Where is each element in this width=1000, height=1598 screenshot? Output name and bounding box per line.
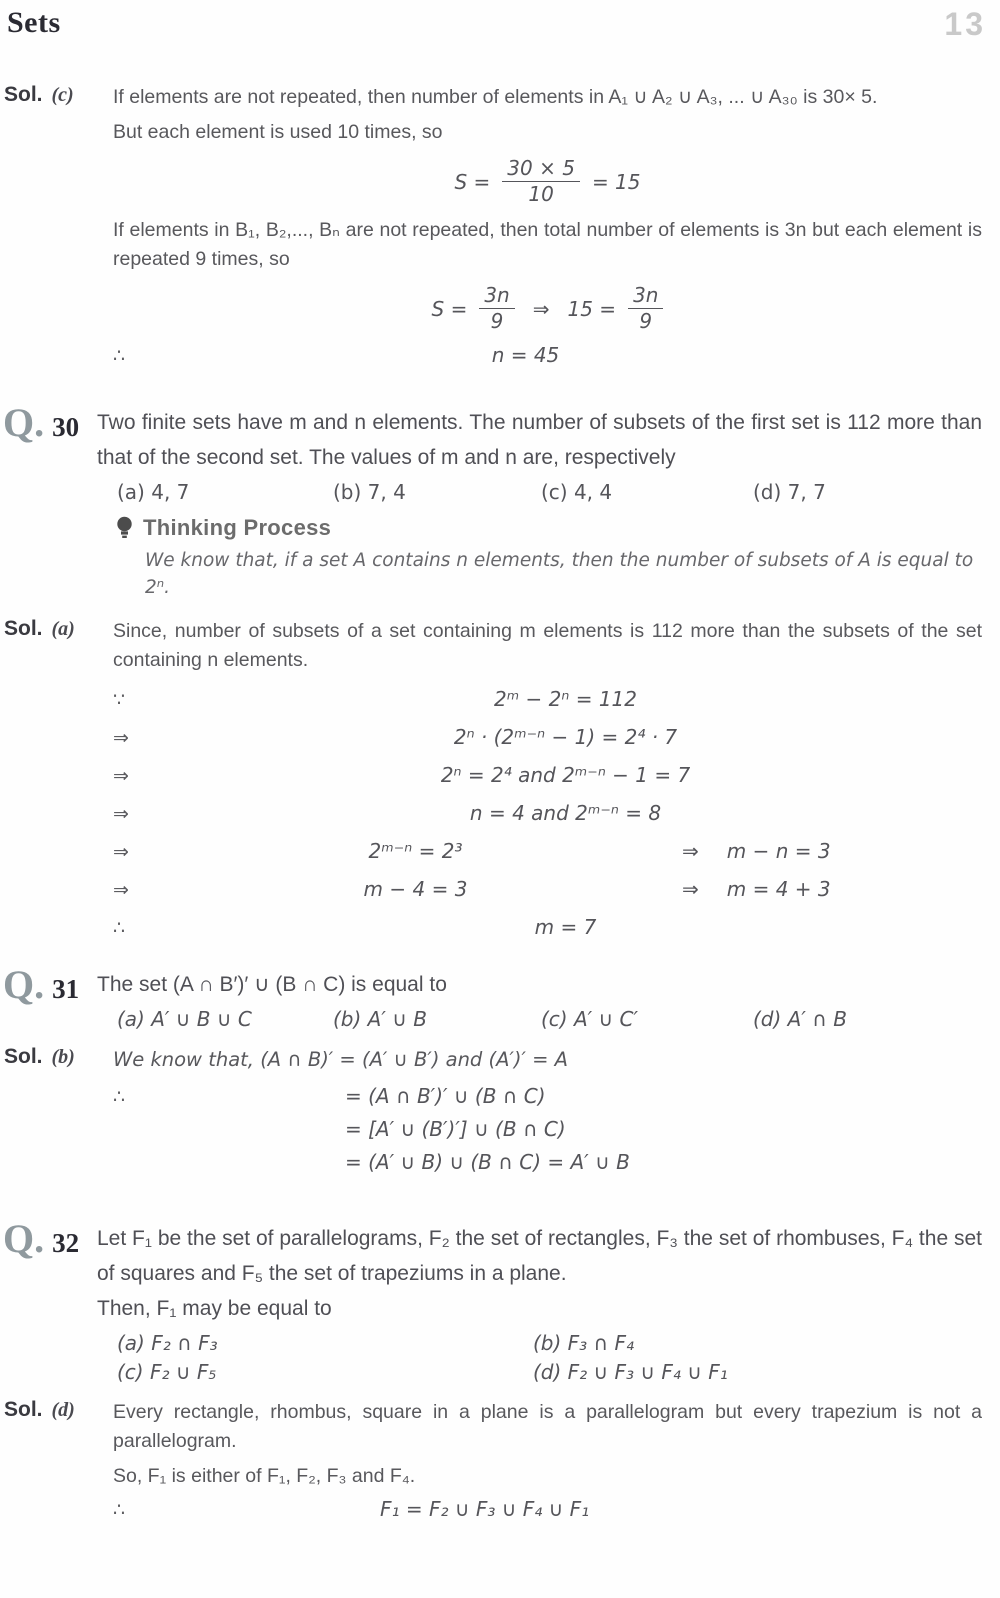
derivation-line — [113, 1150, 982, 1174]
equation-rhs: = 15 — [591, 169, 641, 194]
conclusion-equation: n = 45 — [491, 343, 560, 367]
derivation-equation: = (A′ ∪ B) ∪ (B ∩ C) = A′ ∪ B — [345, 1150, 630, 1174]
derivation-step — [113, 725, 982, 749]
solution-paragraph: Every rectangle, rhombus, square in a plane is a parallelogram but every trapezium is not a parallelogram. — [113, 1401, 982, 1452]
thinking-process-header — [117, 515, 982, 541]
therefore-symbol: ∴ — [113, 917, 126, 939]
derivation-step — [113, 915, 982, 939]
question-number: 32 — [52, 1228, 80, 1258]
question-31-head — [3, 962, 97, 1031]
page-number: 13 — [944, 6, 986, 42]
question-32-content — [97, 1221, 988, 1384]
solution-32d-content — [113, 1398, 988, 1530]
option-b: (b) 7, 4 — [333, 480, 406, 504]
fraction — [479, 283, 514, 334]
solution-paragraph: Since, number of subsets of a set containing m elements is 112 more than the subsets of the set containing n elements. — [113, 620, 982, 671]
question-31-text: The set (A ∩ B′)′ ∪ (B ∩ C) is equal to — [97, 973, 447, 996]
solution-30a-content — [113, 617, 988, 953]
option-d: (d) F₂ ∪ F₃ ∪ F₄ ∪ F₁ — [533, 1360, 728, 1384]
solution-label: Sol. — [4, 1045, 43, 1068]
fraction-denominator: 10 — [528, 182, 554, 206]
solution-31b-block — [3, 1045, 988, 1183]
question-30-text: Two finite sets have m and n elements. The number of subsets of the first set is 112 more than that of the second set. The values of m and n are, respectively — [97, 411, 982, 469]
derivation-step — [113, 763, 982, 787]
question-number: 30 — [52, 412, 80, 442]
solution-c-block — [3, 83, 988, 381]
question-32-head — [3, 1216, 97, 1384]
question-32-text: Let F₁ be the set of parallelograms, F₂ the set of rectangles, F₃ the set of rhombuses, F₄ the set of squares and F₅ the set of trapeziums in a plane. — [97, 1227, 982, 1285]
step-equation: 2ⁿ · (2ᵐ⁻ⁿ − 1) = 2⁴ · 7 — [453, 725, 678, 749]
solution-answer-letter: (b) — [51, 1046, 75, 1068]
conclusion-row — [113, 343, 982, 367]
question-30-head — [3, 400, 97, 601]
solution-paragraph: But each element is used 10 times, so — [113, 121, 443, 143]
solution-answer-letter: (a) — [51, 618, 75, 640]
derivation-step — [113, 687, 982, 711]
option-b: (b) A′ ∪ B — [333, 1007, 427, 1031]
option-a: (a) F₂ ∩ F₃ — [117, 1331, 218, 1355]
implies-symbol: ⇒ — [682, 839, 699, 863]
fraction-numerator: 3n — [484, 283, 510, 307]
derivation-step — [113, 801, 982, 825]
solution-c-content — [113, 83, 988, 381]
implies-symbol: ⇒ — [113, 879, 129, 901]
solution-label: Sol. — [4, 617, 43, 640]
question-32-block — [3, 1216, 988, 1384]
page-header — [3, 6, 988, 43]
step-equation: 2ⁿ = 2⁴ and 2ᵐ⁻ⁿ − 1 = 7 — [440, 763, 691, 787]
question-mark-label: Q. — [3, 400, 45, 445]
option-c: (c) A′ ∪ C′ — [541, 1007, 639, 1031]
implies-symbol: ⇒ — [113, 803, 129, 825]
option-c: (c) 4, 4 — [541, 480, 613, 504]
step-equation: 2ᵐ⁻ⁿ = 2³ — [368, 839, 463, 863]
therefore-symbol: ∴ — [113, 345, 126, 367]
equation-s-3n — [113, 283, 982, 334]
fraction — [502, 156, 580, 207]
solution-label: Sol. — [4, 1398, 43, 1421]
fraction-numerator: 30 × 5 — [507, 156, 575, 180]
implies-symbol: ⇒ — [113, 841, 129, 863]
question-31-options — [97, 1007, 982, 1031]
derivation-step — [113, 839, 982, 863]
solution-32d-block — [3, 1398, 988, 1530]
option-d: (d) A′ ∩ B — [753, 1007, 847, 1031]
therefore-symbol: ∴ — [113, 1086, 126, 1108]
solution-30a-block — [3, 617, 988, 953]
equation-s-15 — [113, 156, 982, 207]
question-31-content — [97, 967, 988, 1031]
step-equation: 2ᵐ − 2ⁿ = 112 — [493, 687, 637, 711]
question-32-options — [97, 1331, 982, 1384]
step-equation: m = 7 — [534, 915, 597, 939]
option-b: (b) F₃ ∩ F₄ — [533, 1331, 635, 1355]
solution-paragraph: We know that, (A ∩ B)′ = (A′ ∪ B′) and (A′)′ = A — [113, 1048, 568, 1071]
solution-label: Sol. — [4, 83, 43, 106]
thinking-process-title: Thinking Process — [143, 515, 332, 540]
derivation-equation: = (A ∩ B′)′ ∪ (B ∩ C) — [345, 1084, 546, 1108]
solution-paragraph: If elements are not repeated, then number of elements in A₁ ∪ A₂ ∪ A₃, ... ∪ A₃₀ is 30× 5. — [113, 86, 878, 108]
question-mark-label: Q. — [3, 1216, 45, 1261]
solution-paragraph: If elements in B₁, B₂,..., Bₙ are not repeated, then total number of elements is 3n but each element is repeated 9 times, so — [113, 219, 982, 270]
fraction-denominator: 9 — [490, 309, 504, 333]
step-equation: m − 4 = 3 — [363, 877, 468, 901]
conclusion-row — [113, 1497, 982, 1521]
implies-symbol: ⇒ — [113, 727, 129, 749]
implies-arrow: ⇒ — [532, 296, 550, 321]
solution-30a-head — [3, 617, 113, 953]
solution-paragraph: So, F₁ is either of F₁, F₂, F₃ and F₄. — [113, 1465, 416, 1487]
fraction-numerator: 3n — [633, 283, 659, 307]
solution-31b-content — [113, 1045, 988, 1183]
question-30-options — [97, 480, 982, 504]
option-d: (d) 7, 7 — [753, 480, 826, 504]
step-tail — [682, 839, 982, 863]
step-equation: m − n = 3 — [726, 839, 831, 863]
solution-32d-head — [3, 1398, 113, 1530]
fraction — [628, 283, 663, 334]
step-tail — [682, 877, 982, 901]
equation-lhs: S = — [431, 296, 468, 321]
option-a: (a) 4, 7 — [117, 480, 190, 504]
implies-symbol: ⇒ — [682, 877, 699, 901]
bulb-icon — [117, 516, 132, 540]
solution-31b-head — [3, 1045, 113, 1183]
solution-answer-letter: (c) — [51, 84, 74, 106]
question-30-block — [3, 400, 988, 601]
because-symbol: ∵ — [113, 689, 126, 711]
solution-answer-letter: (d) — [51, 1399, 75, 1421]
derivation-line — [113, 1084, 982, 1108]
equation-lhs: S = — [454, 169, 491, 194]
solution-c-head — [3, 83, 113, 381]
equation-mid: 15 = — [567, 296, 617, 321]
conclusion-equation: F₁ = F₂ ∪ F₃ ∪ F₄ ∪ F₁ — [380, 1497, 590, 1521]
step-equation: m = 4 + 3 — [726, 877, 831, 901]
chapter-title: Sets — [7, 6, 61, 39]
question-number: 31 — [52, 974, 80, 1004]
fraction-denominator: 9 — [639, 309, 653, 333]
thinking-process-note: We know that, if a set A contains n elements, then the number of subsets of A is equal to 2ⁿ. — [145, 550, 974, 598]
question-32-text-cont: Then, F₁ may be equal to — [97, 1297, 332, 1320]
derivation-line — [113, 1117, 982, 1141]
question-mark-label: Q. — [3, 962, 45, 1007]
therefore-symbol: ∴ — [113, 1499, 126, 1521]
option-c: (c) F₂ ∪ F₅ — [117, 1360, 217, 1384]
derivation-step — [113, 877, 982, 901]
option-a: (a) A′ ∪ B ∪ C — [117, 1007, 252, 1031]
question-30-content — [97, 405, 988, 601]
implies-symbol: ⇒ — [113, 765, 129, 787]
step-equation: n = 4 and 2ᵐ⁻ⁿ = 8 — [469, 801, 662, 825]
question-31-block — [3, 962, 988, 1031]
derivation-equation: = [A′ ∪ (B′)′] ∪ (B ∩ C) — [345, 1117, 566, 1141]
